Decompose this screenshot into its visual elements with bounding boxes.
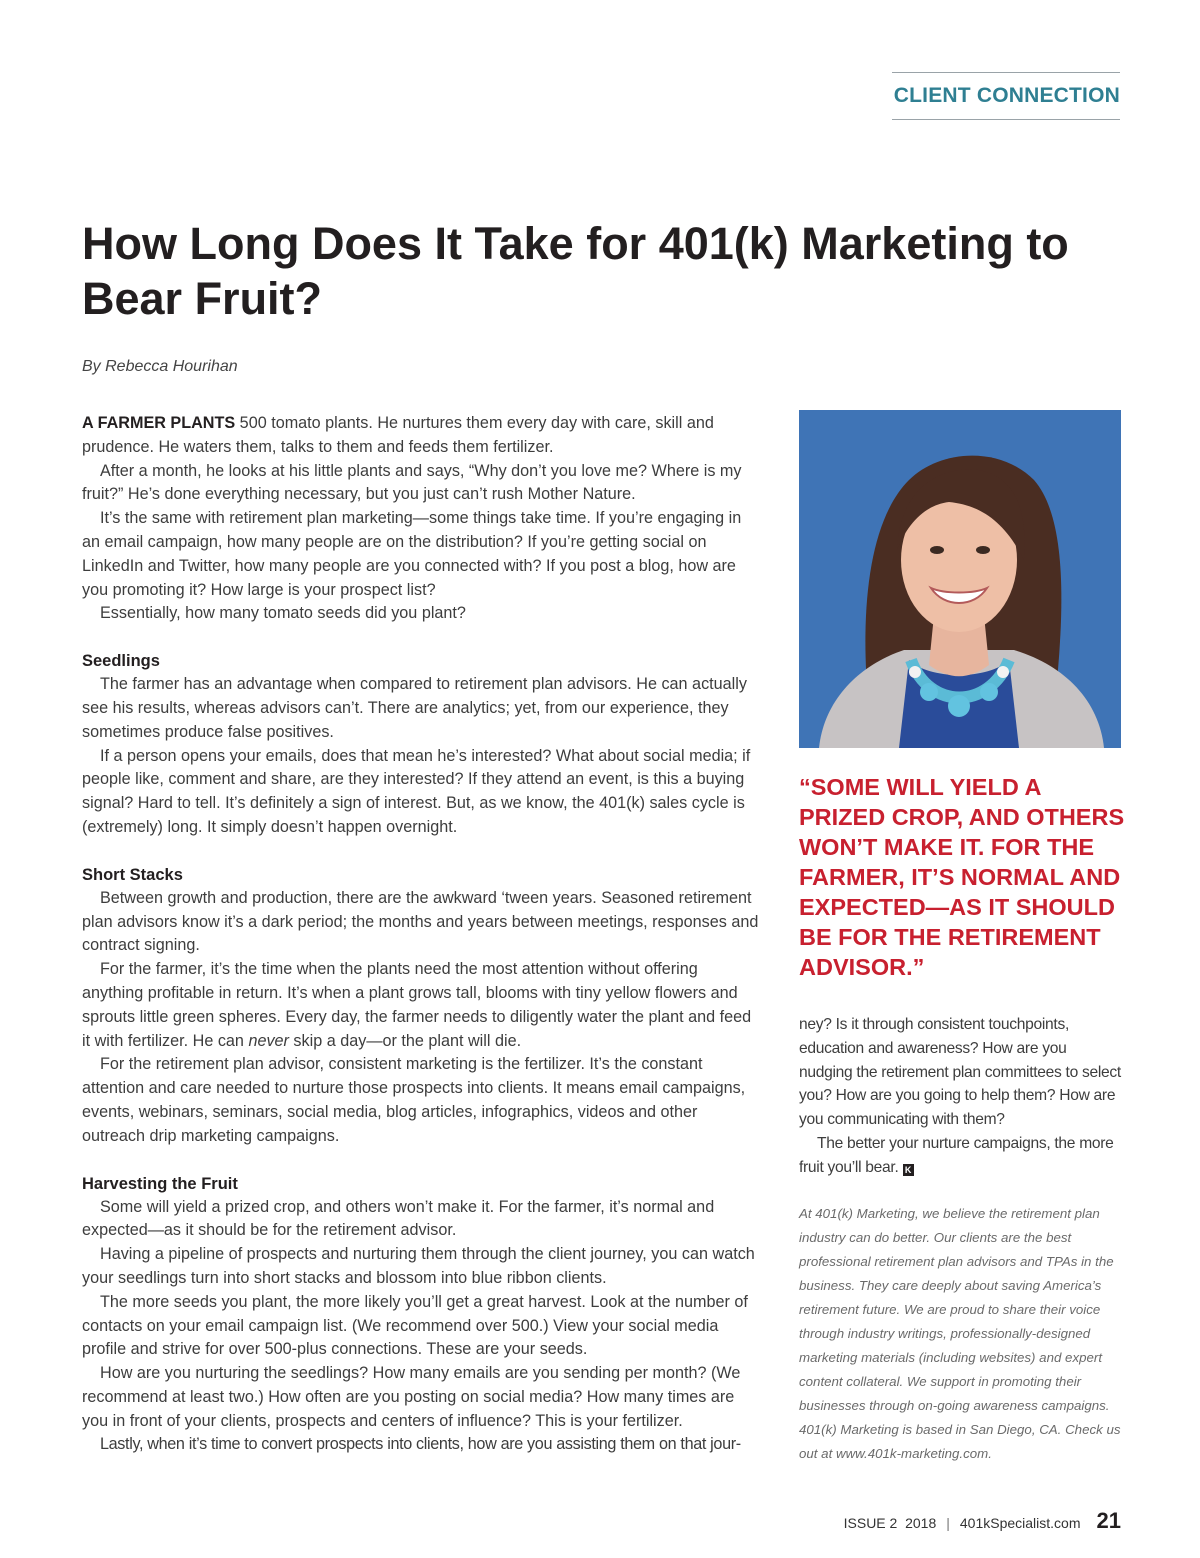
footer-separator: | <box>946 1515 950 1531</box>
harvesting-paragraph-2: Having a pipeline of prospects and nurturing them through the client journey, you can watch your seedlings turn into short stacks and blossom into blue ribbon clients. <box>82 1245 755 1287</box>
subhead-short-stacks: Short Stacks <box>82 865 183 884</box>
continued-paragraph-1: ney? Is it through consistent touchpoints, education and awareness? How are you nudging the retirement plan committees to select you? How are you going to help them? How are you communicating with them? <box>799 1016 1121 1129</box>
byline: By Rebecca Hourihan <box>82 358 238 375</box>
page-number: 21 <box>1096 1508 1121 1533</box>
short-stacks-paragraph-3: For the retirement plan advisor, consistent marketing is the fertilizer. It’s the constant attention and care needed to nurture those prospects into clients. It means email campaigns, events, webinars, seminars, social media, blog articles, infographics, videos and other outreach drip marketing campaigns. <box>82 1055 746 1145</box>
end-mark-icon: K <box>903 1164 914 1176</box>
continued-paragraph-2-text: The better your nurture campaigns, the more fruit you’ll bear. <box>799 1134 1114 1176</box>
article-headline: How Long Does It Take for 401(k) Marketing to Bear Fruit? <box>82 218 1069 324</box>
page-footer <box>844 1508 1121 1534</box>
harvesting-paragraph-1: Some will yield a prized crop, and others won’t make it. For the farmer, it’s normal and expected—as it should be for the retirement advisor. <box>82 1197 715 1240</box>
intro-paragraph-1-text: 500 tomato plants. He nurtures them every day with care, skill and prudence. He waters them, talks to them and feeds them fertilizer. <box>82 414 714 456</box>
seedlings-paragraph-1: The farmer has an advantage when compared to retirement plan advisors. He can actually see his results, whereas advisors can’t. There are analytics; yet, from our experience, they sometimes produce false positives. <box>82 675 747 741</box>
article-body-right-column <box>799 1013 1121 1180</box>
short-stacks-p2-part-1: For the farmer, it’s the time when the plants need the most attention without offering anything profitable in return. It’s when a plant grows tall, blooms with tiny yellow flowers and sprouts little green spheres. Every day, the farmer needs to diligently water the plant and feed it with fertilizer. He can <box>82 960 752 1050</box>
intro-paragraph-2: After a month, he looks at his little plants and says, “Why don’t you love me? Where is my fruit?” He’s done everything necessary, but you just can’t rush Mother Nature. <box>82 461 742 504</box>
intro-paragraph-3: It’s the same with retirement plan marketing—some things take time. If you’re engaging in an email campaign, how many people are on the distribution? If you’re getting social on LinkedIn and Twitter, how many people are you connected with? If you post a blog, how are you promoting it? How large is your prospect list? <box>82 509 742 599</box>
article-body-left-column <box>82 412 762 1457</box>
author-portrait-illustration <box>799 410 1121 748</box>
intro-paragraph-1 <box>82 412 762 460</box>
short-stacks-p2-part-2: skip a day—or the plant will die. <box>288 1031 522 1050</box>
footer-site: 401kSpecialist.com <box>959 1515 1081 1531</box>
issue-info: ISSUE 2 2018 <box>843 1515 937 1531</box>
company-bio: At 401(k) Marketing, we believe the retirement plan industry can do better. Our clients are the best professional retirement plan advisors and TPAs in the business. They care deeply about saving America’s retirement future. We are proud to share their voice through industry writings, professionally-designed marketing materials (including websites) and expert content collateral. We support in promoting their businesses through on-going awareness campaigns. 401(k) Marketing is based in San Diego, CA. Check us out at www.401k-marketing.com. <box>799 1206 1121 1461</box>
author-portrait-photo <box>799 410 1121 748</box>
harvesting-paragraph-3: The more seeds you plant, the more likely you’ll get a great harvest. Look at the number of contacts on your email campaign list. (We recommend over 500.) View your social media profile and strive for over 500-plus connections. These are your seeds. <box>82 1292 748 1359</box>
harvesting-paragraph-4: How are you nurturing the seedlings? How many emails are you sending per month? (We recommend at least two.) How often are you posting on social media? How many times are you in front of your clients, prospects and centers of influence? This is your fertilizer. <box>82 1364 741 1430</box>
seedlings-paragraph-2: If a person opens your emails, does that mean he’s interested? What about social media; if people like, comment and share, are they interested? If they attend an event, is this a buying signal? Hard to tell. It’s definitely a sign of interest. But, as we know, the 401(k) sales cycle is (extremely) long. It simply doesn’t happen overnight. <box>82 746 751 836</box>
section-label-text: CLIENT CONNECTION <box>893 84 1120 107</box>
continued-paragraph-2 <box>799 1132 1121 1180</box>
harvesting-paragraph-5: Lastly, when it’s time to convert prospects into clients, how are you assisting them on that jour- <box>100 1435 741 1454</box>
short-stacks-paragraph-1: Between growth and production, there are the awkward ‘tween years. Seasoned retirement plan advisors know it’s a dark period; the months and years between meetings, responses and contract signing. <box>82 888 759 955</box>
lead-in: A FARMER PLANTS <box>82 414 236 432</box>
subhead-harvesting: Harvesting the Fruit <box>82 1174 238 1193</box>
short-stacks-paragraph-2 <box>82 958 762 1053</box>
pull-quote: “SOME WILL YIELD A PRIZED CROP, AND OTHERS WON’T MAKE IT. FOR THE FARMER, IT’S NORMAL AND EXPECTED—AS IT SHOULD BE FOR THE RETIREMENT ADVISOR.” <box>799 774 1125 980</box>
short-stacks-p2-emphasis: never <box>248 1031 289 1050</box>
subhead-seedlings: Seedlings <box>82 652 160 671</box>
intro-paragraph-4: Essentially, how many tomato seeds did you plant? <box>100 604 466 623</box>
section-label <box>892 72 1120 120</box>
